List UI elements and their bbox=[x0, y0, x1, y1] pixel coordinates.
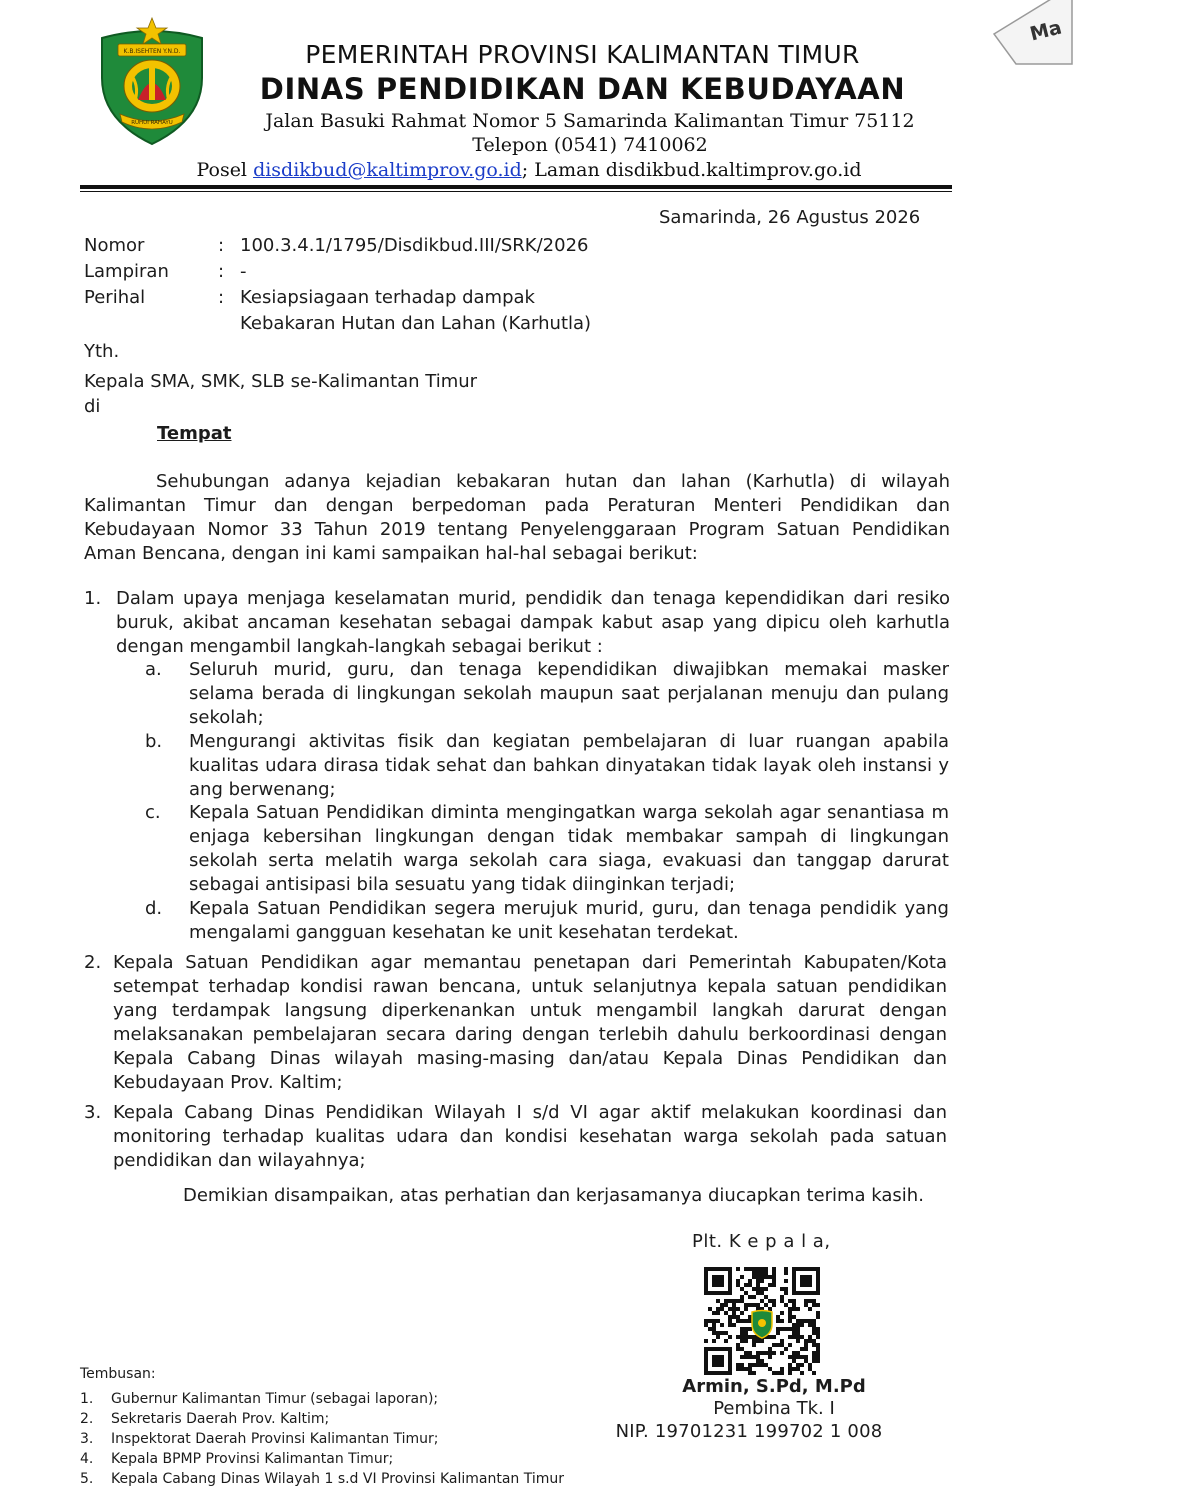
item-line: pendidikan dan wilayahnya; bbox=[113, 1150, 366, 1171]
tembusan-number: 3. bbox=[80, 1431, 94, 1447]
meta-label-perihal: Perihal bbox=[84, 287, 146, 308]
subitem-line: enjaga kebersihan lingkungan dengan tidak membakar sampah di lingkungan bbox=[189, 826, 949, 847]
subitem-c-text bbox=[189, 801, 949, 897]
meta-colon: : bbox=[218, 235, 225, 256]
item-line: buruk, akibat ancaman kesehatan sebagai dampak kabut asap yang dipicu oleh karhutla bbox=[116, 612, 950, 633]
subitem-a-text bbox=[189, 658, 949, 730]
intro-line: Aman Bencana, dengan ini kami sampaikan hal-hal sebagai berikut: bbox=[84, 543, 698, 564]
letterhead-rule-thick bbox=[80, 185, 952, 189]
meta-colon: : bbox=[218, 287, 225, 308]
corner-tag-text: Ma bbox=[1028, 16, 1065, 46]
recipient-place: Tempat bbox=[157, 423, 232, 444]
subitem-line: Kepala Satuan Pendidikan segera merujuk murid, guru, dan tenaga pendidik yang bbox=[189, 898, 949, 919]
subitem-letter: c. bbox=[145, 802, 161, 823]
tembusan-item: Kepala BPMP Provinsi Kalimantan Timur; bbox=[111, 1451, 394, 1467]
subitem-letter: b. bbox=[145, 731, 163, 752]
meta-colon: : bbox=[218, 261, 225, 282]
tembusan-number: 2. bbox=[80, 1411, 94, 1427]
subitem-line: Mengurangi aktivitas fisik dan kegiatan pembelajaran di luar ruangan apabila bbox=[189, 731, 949, 752]
letterhead-phone: Telepon (0541) 7410062 bbox=[472, 134, 708, 156]
tembusan-item: Sekretaris Daerah Prov. Kaltim; bbox=[111, 1411, 330, 1427]
item-line: dengan mengambil langkah-langkah sebagai berikut : bbox=[116, 636, 603, 657]
email-prefix: Posel bbox=[196, 159, 254, 181]
subitem-b-text bbox=[189, 730, 949, 802]
tembusan-title: Tembusan: bbox=[80, 1366, 156, 1382]
item-line: yang terdampak langsung diperkenankan untuk mengambil langkah darurat dengan bbox=[113, 1000, 947, 1021]
subitem-line: ang berwenang; bbox=[189, 779, 336, 800]
recipient-to: Kepala SMA, SMK, SLB se-Kalimantan Timur bbox=[84, 371, 478, 392]
subitem-line: mengalami gangguan kesehatan ke unit kesehatan terdekat. bbox=[189, 922, 739, 943]
item-2-text bbox=[113, 951, 947, 1095]
subitem-line: sebagai antisipasi bila sesuatu yang tidak diinginkan terjadi; bbox=[189, 874, 736, 895]
subitem-d-text bbox=[189, 897, 949, 945]
tembusan-number: 1. bbox=[80, 1391, 94, 1407]
subitem-letter: a. bbox=[145, 659, 162, 680]
subitem-line: selama berada di lingkungan sekolah maupun saat perjalanan menuju dan pulang bbox=[189, 683, 949, 704]
item-number: 3. bbox=[84, 1102, 102, 1123]
item-1-text bbox=[116, 587, 950, 659]
subitem-line: kualitas udara dirasa tidak sehat dan bahkan dinyatakan tidak layak oleh instansi y bbox=[189, 755, 949, 776]
letterhead-agency: DINAS PENDIDIKAN DAN KEBUDAYAAN bbox=[259, 72, 906, 106]
item-3-text bbox=[113, 1101, 947, 1173]
tembusan-number: 4. bbox=[80, 1451, 94, 1467]
subitem-line: sekolah; bbox=[189, 707, 264, 728]
item-line: monitoring terhadap kualitas udara dan kondisi kesehatan warga sekolah pada satuan bbox=[113, 1126, 947, 1147]
tembusan-number: 5. bbox=[80, 1471, 94, 1487]
qr-code bbox=[702, 1266, 820, 1374]
subitem-line: Seluruh murid, guru, dan tenaga kependidikan diwajibkan memakai masker bbox=[189, 659, 949, 680]
signer-name: Armin, S.Pd, M.Pd bbox=[682, 1376, 866, 1397]
item-line: Dalam upaya menjaga keselamatan murid, pendidik dan tenaga kependidikan dari resiko bbox=[116, 588, 950, 609]
item-line: Kepala Satuan Pendidikan agar memantau penetapan dari Pemerintah Kabupaten/Kota bbox=[113, 952, 947, 973]
subitem-letter: d. bbox=[145, 898, 163, 919]
meta-value-perihal-cont: Kebakaran Hutan dan Lahan (Karhutla) bbox=[240, 313, 592, 334]
intro-paragraph bbox=[84, 470, 950, 566]
signer-rank: Pembina Tk. I bbox=[713, 1398, 835, 1419]
signer-nip: NIP. 19701231 199702 1 008 bbox=[615, 1421, 883, 1442]
website-text: ; Laman disdikbud.kaltimprov.go.id bbox=[521, 159, 862, 181]
meta-value-lampiran: - bbox=[240, 261, 247, 282]
tembusan-item: Kepala Cabang Dinas Wilayah 1 s.d VI Provinsi Kalimantan Timur bbox=[111, 1471, 564, 1487]
meta-value-perihal: Kesiapsiagaan terhadap dampak bbox=[240, 287, 535, 308]
item-line: Kepala Cabang Dinas wilayah masing-masing dan/atau Kepala Dinas Pendidikan dan bbox=[113, 1048, 947, 1069]
item-line: Kebudayaan Prov. Kaltim; bbox=[113, 1072, 343, 1093]
tembusan-item: Inspektorat Daerah Provinsi Kalimantan Timur; bbox=[111, 1431, 439, 1447]
meta-label-lampiran: Lampiran bbox=[84, 261, 169, 282]
closing-sentence: Demikian disampaikan, atas perhatian dan kerjasamanya diucapkan terima kasih. bbox=[183, 1185, 924, 1206]
intro-line: Sehubungan adanya kejadian kebakaran hutan dan lahan (Karhutla) di wilayah bbox=[156, 471, 950, 492]
signature-title: Plt. K e p a l a, bbox=[692, 1231, 831, 1252]
item-line: setempat terhadap kondisi rawan bencana, untuk selanjutnya kepala satuan pendidikan bbox=[113, 976, 947, 997]
item-line: Kepala Cabang Dinas Pendidikan Wilayah I s/d VI agar aktif melakukan koordinasi dan bbox=[113, 1102, 947, 1123]
subitem-line: sekolah serta melatih warga sekolah cara siaga, evakuasi dan tanggap darurat bbox=[189, 850, 949, 871]
letterhead-rule-thin bbox=[80, 191, 952, 192]
item-number: 1. bbox=[84, 588, 102, 609]
meta-value-nomor: 100.3.4.1/1795/Disdikbud.III/SRK/2026 bbox=[240, 235, 589, 256]
letterhead-contact bbox=[0, 159, 1058, 181]
email-link[interactable]: disdikbud@kaltimprov.go.id bbox=[253, 159, 522, 181]
letterhead-address: Jalan Basuki Rahmat Nomor 5 Samarinda Kalimantan Timur 75112 bbox=[265, 110, 915, 132]
letterhead-government: PEMERINTAH PROVINSI KALIMANTAN TIMUR bbox=[305, 40, 860, 69]
subitem-line: Kepala Satuan Pendidikan diminta mengingatkan warga sekolah agar senantiasa m bbox=[189, 802, 949, 823]
intro-line: Kalimantan Timur dan dengan berpedoman pada Peraturan Menteri Pendidikan dan bbox=[84, 495, 950, 516]
logo-bottom-text: RUHUI RAHAYU bbox=[131, 120, 173, 126]
logo-top-text: K.B.ISEHTEN Y.N.D. bbox=[123, 48, 181, 55]
recipient-yth: Yth. bbox=[84, 341, 120, 362]
recipient-di: di bbox=[84, 396, 101, 417]
meta-label-nomor: Nomor bbox=[84, 235, 145, 256]
letter-date: Samarinda, 26 Agustus 2026 bbox=[659, 207, 921, 228]
intro-line: Kebudayaan Nomor 33 Tahun 2019 tentang Penyelenggaraan Program Satuan Pendidikan bbox=[84, 519, 950, 540]
item-line: melaksanakan pembelajaran secara daring dengan terlebih dahulu berkoordinasi dengan bbox=[113, 1024, 947, 1045]
tembusan-item: Gubernur Kalimantan Timur (sebagai laporan); bbox=[111, 1391, 439, 1407]
item-number: 2. bbox=[84, 952, 102, 973]
